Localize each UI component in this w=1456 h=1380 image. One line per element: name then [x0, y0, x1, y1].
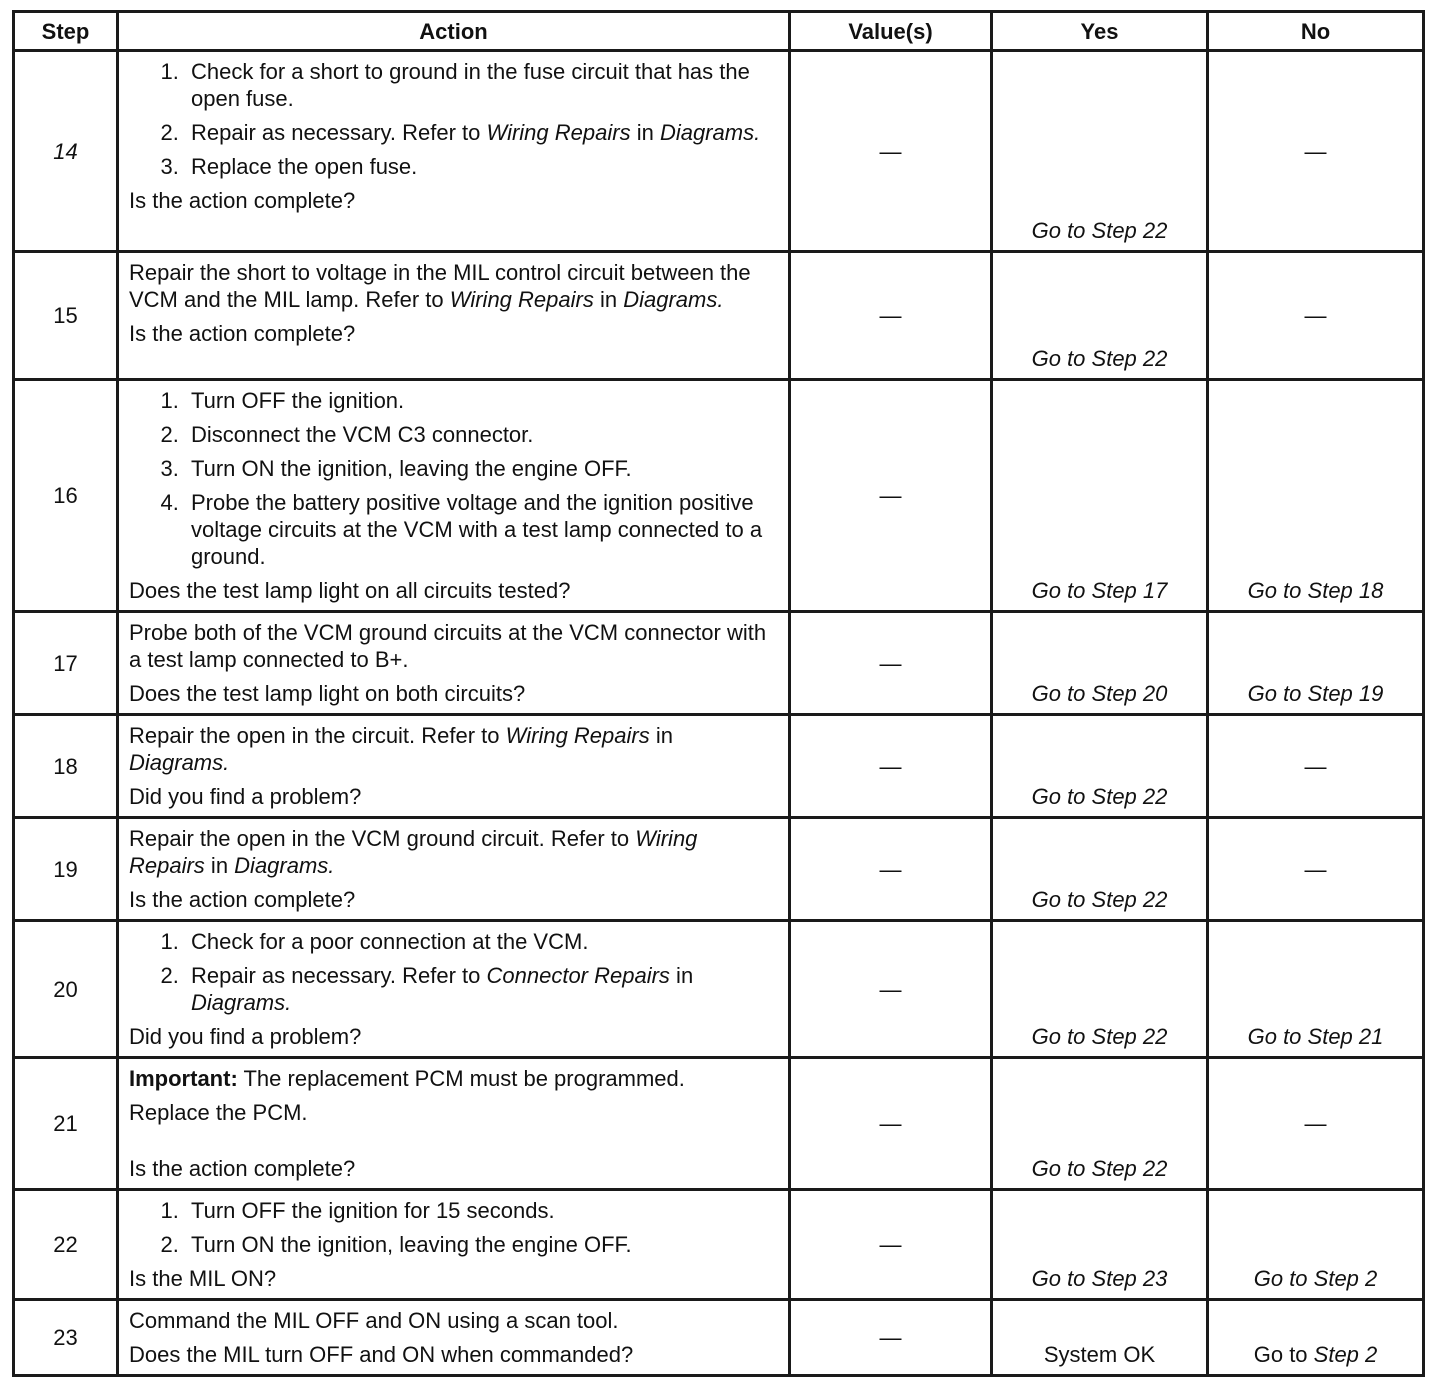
important-note: Important: The replacement PCM must be programmed. — [129, 1066, 685, 1091]
yes-cell: Go to Step 22 — [992, 252, 1208, 380]
step-number: 19 — [14, 818, 118, 921]
no-cell: — — [1208, 715, 1424, 818]
action-question: Did you find a problem? — [129, 784, 362, 809]
step-number: 21 — [14, 1058, 118, 1190]
action-cell — [118, 921, 790, 1058]
action-step: 1. Check for a short to ground in the fuse circuit that has the open fuse. — [185, 58, 778, 112]
action-question: Is the action complete? — [129, 1156, 356, 1181]
table-row — [14, 818, 1424, 921]
table-row — [14, 715, 1424, 818]
step-number: 17 — [14, 612, 118, 715]
no-cell: — — [1208, 51, 1424, 252]
action-text: Probe both of the VCM ground circuits at the VCM connector with a test lamp connected to B+. — [129, 620, 767, 672]
value-cell: — — [790, 715, 992, 818]
action-steps — [129, 387, 778, 570]
step-number: 14 — [14, 51, 118, 252]
action-cell — [118, 252, 790, 380]
table-row — [14, 612, 1424, 715]
value-cell: — — [790, 252, 992, 380]
action-question: Is the action complete? — [129, 887, 356, 912]
no-cell: Go to Step 21 — [1208, 921, 1424, 1058]
value-cell: — — [790, 51, 992, 252]
action-step: 2. Repair as necessary. Refer to Wiring Repairs in Diagrams. — [185, 119, 778, 146]
header-yes: Yes — [992, 12, 1208, 51]
action-steps — [129, 928, 778, 1016]
action-question: Does the test lamp light on all circuits tested? — [129, 578, 571, 603]
value-cell: — — [790, 818, 992, 921]
header-values: Value(s) — [790, 12, 992, 51]
yes-cell: System OK — [992, 1300, 1208, 1376]
action-question: Did you find a problem? — [129, 1024, 362, 1049]
action-step: 1. Turn OFF the ignition. — [185, 387, 778, 414]
action-text: Repair the open in the VCM ground circuit. Refer to Wiring Repairs in Diagrams. — [129, 826, 698, 878]
important-label: Important: — [129, 1066, 238, 1091]
yes-cell: Go to Step 22 — [992, 921, 1208, 1058]
step-number: 18 — [14, 715, 118, 818]
header-action: Action — [118, 12, 790, 51]
action-step: 1. Check for a poor connection at the VCM. — [185, 928, 778, 955]
action-cell — [118, 1300, 790, 1376]
action-steps — [129, 1197, 778, 1258]
no-cell: Go to Step 18 — [1208, 380, 1424, 612]
table-row — [14, 1058, 1424, 1190]
action-step: 3. Turn ON the ignition, leaving the engine OFF. — [185, 455, 778, 482]
action-text: Replace the PCM. — [129, 1100, 308, 1125]
action-question: Does the test lamp light on both circuits? — [129, 681, 526, 706]
table-row — [14, 921, 1424, 1058]
action-step: 2. Repair as necessary. Refer to Connector Repairs in Diagrams. — [185, 962, 778, 1016]
no-cell: Go to Step 2 — [1208, 1300, 1424, 1376]
action-cell — [118, 51, 790, 252]
yes-cell: Go to Step 22 — [992, 818, 1208, 921]
action-text: Repair the open in the circuit. Refer to Wiring Repairs in Diagrams. — [129, 723, 673, 775]
no-cell: — — [1208, 252, 1424, 380]
yes-cell: Go to Step 22 — [992, 51, 1208, 252]
yes-cell: Go to Step 17 — [992, 380, 1208, 612]
action-question: Does the MIL turn OFF and ON when commanded? — [129, 1342, 634, 1367]
value-cell: — — [790, 921, 992, 1058]
step-number: 23 — [14, 1300, 118, 1376]
action-cell — [118, 380, 790, 612]
step-number: 15 — [14, 252, 118, 380]
value-cell: — — [790, 1190, 992, 1300]
table-row — [14, 380, 1424, 612]
action-cell — [118, 818, 790, 921]
diagnostic-table — [12, 10, 1425, 1377]
yes-cell: Go to Step 23 — [992, 1190, 1208, 1300]
header-step: Step — [14, 12, 118, 51]
no-cell: Go to Step 2 — [1208, 1190, 1424, 1300]
step-number: 16 — [14, 380, 118, 612]
action-cell — [118, 715, 790, 818]
header-row — [14, 12, 1424, 51]
action-step: 3. Replace the open fuse. — [185, 153, 778, 180]
yes-cell: Go to Step 20 — [992, 612, 1208, 715]
no-cell: — — [1208, 818, 1424, 921]
action-step: 2. Disconnect the VCM C3 connector. — [185, 421, 778, 448]
action-cell — [118, 1190, 790, 1300]
action-cell — [118, 1058, 790, 1190]
value-cell: — — [790, 1300, 992, 1376]
action-step: 2. Turn ON the ignition, leaving the engine OFF. — [185, 1231, 778, 1258]
no-cell: Go to Step 19 — [1208, 612, 1424, 715]
no-cell: — — [1208, 1058, 1424, 1190]
action-step: 1. Turn OFF the ignition for 15 seconds. — [185, 1197, 778, 1224]
header-no: No — [1208, 12, 1424, 51]
action-cell — [118, 612, 790, 715]
table-row — [14, 252, 1424, 380]
step-number: 22 — [14, 1190, 118, 1300]
table-row — [14, 1300, 1424, 1376]
action-steps — [129, 58, 778, 180]
action-question: Is the MIL ON? — [129, 1266, 277, 1291]
yes-cell: Go to Step 22 — [992, 1058, 1208, 1190]
value-cell: — — [790, 612, 992, 715]
table-row — [14, 51, 1424, 252]
action-text: Repair the short to voltage in the MIL control circuit between the VCM and the MIL lamp. Refer to Wiring Repairs in Diagrams. — [129, 260, 751, 312]
action-question: Is the action complete? — [129, 321, 356, 346]
action-step: 4. Probe the battery positive voltage and the ignition positive voltage circuits at the VCM with a test lamp connected to a ground. — [185, 489, 778, 570]
value-cell: — — [790, 1058, 992, 1190]
action-question: Is the action complete? — [129, 188, 356, 213]
action-text: Command the MIL OFF and ON using a scan tool. — [129, 1308, 619, 1333]
yes-cell: Go to Step 22 — [992, 715, 1208, 818]
value-cell: — — [790, 380, 992, 612]
step-number: 20 — [14, 921, 118, 1058]
table-row — [14, 1190, 1424, 1300]
